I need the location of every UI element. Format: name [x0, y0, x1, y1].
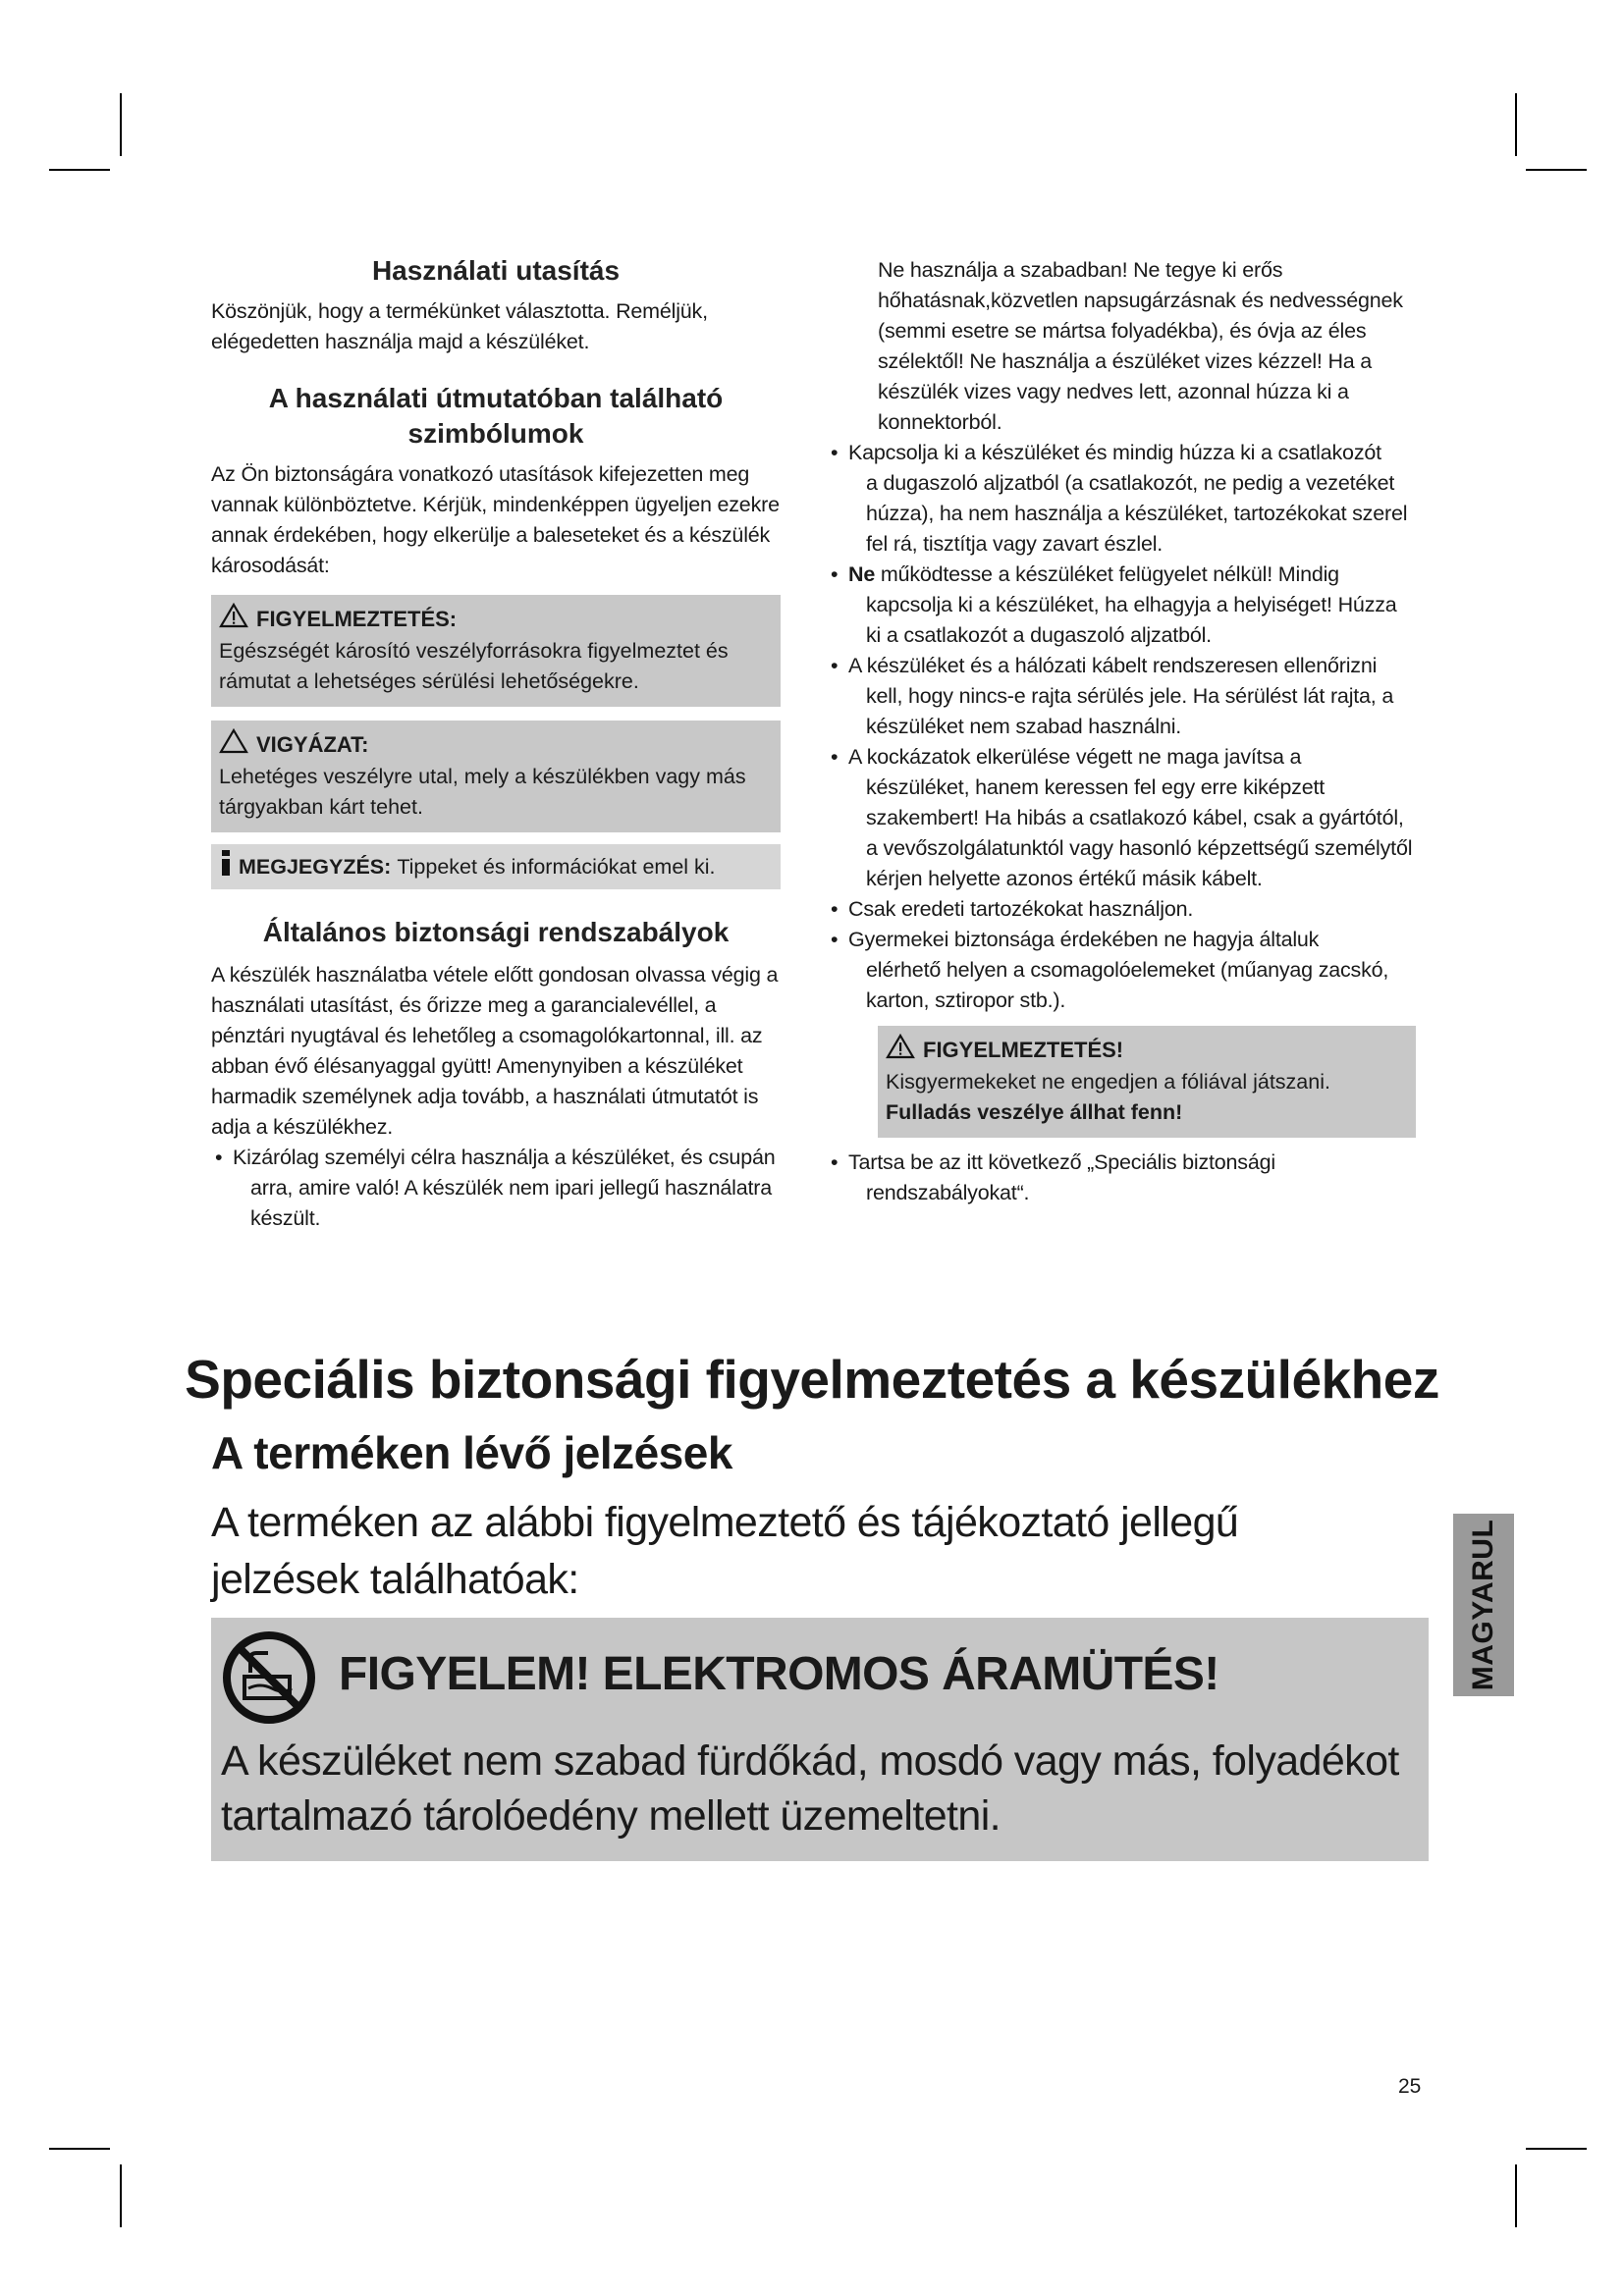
- general-text: A készülék használatba vétele előtt gondosan olvassa végig a használati utasítást, és őrizze meg a garancialevéllel, a pénztári nyugtával és lehetőleg a csomagolókartonnal, ill. az abban évő élésanyaggal gyütt! Amenynyiben a készüléket harmadik személynek adja tovább, a használati útmutatót is adja a készülékhez.: [211, 963, 779, 1139]
- right-bullet-list-2: [827, 1148, 1416, 1208]
- warning-box: [211, 595, 781, 707]
- crop-mark: [49, 169, 110, 171]
- list-item: • Kizárólag személyi célra használja a készüléket, és csupán arra, amire való! A készülék nem ipari jellegű használatra készült.: [211, 1143, 781, 1234]
- foil-warning-title: FIGYELMEZTETÉS!: [923, 1038, 1124, 1062]
- note-box: [211, 844, 781, 889]
- warning-title: FIGYELMEZTETÉS:: [256, 607, 458, 631]
- foil-warning-text: Kisgyermekeket ne engedjen a fóliával játszani.: [886, 1070, 1330, 1094]
- caution-text: Lehetéges veszélyre utal, mely a készülékben vagy más tárgyakban kárt tehet.: [219, 765, 746, 819]
- special-title: Speciális biztonsági figyelmeztetés a készülékhez: [185, 1349, 1439, 1410]
- crop-mark: [1526, 2148, 1587, 2150]
- crop-mark: [120, 2164, 122, 2227]
- crop-mark: [1515, 2164, 1517, 2227]
- caution-box: [211, 721, 781, 832]
- language-label: MAGYARUL: [1467, 1519, 1499, 1691]
- electric-shock-title: FIGYELEM! ELEKTROMOS ÁRAMÜTÉS!: [339, 1648, 1219, 1700]
- special-subtitle: A terméken lévő jelzések: [211, 1427, 732, 1478]
- continued-paragraph: Ne használja a szabadban! Ne tegye ki erős hőhatásnak,közvetlen napsugárzásnak és nedvességnek (semmi esetre se mártsa folyadékba), és óvja az éles szélektől! Ne használja a észüléket vizes kézzel! Ha a készülék vizes vagy nedves lett, azonnal húzza ki a konnektorból.: [878, 258, 1403, 434]
- special-intro: A terméken az alábbi figyelmeztető és tájékoztató jellegű jelzések találhatóak:: [211, 1499, 1239, 1603]
- warning-text: Egészségét károsító veszélyforrásokra figyelmeztet és rámutat a lehetséges sérülési lehetőségekre.: [219, 639, 729, 693]
- list-item: • A kockázatok elkerülése végett ne maga javítsa a készüléket, hanem keressen fel egy erre kiképzett szakembert! Ha hibás a csatlakozó kábel, csak a gyártótól, a vevőszolgálatunktól vagy hasonló képzettségű személytől kérjen helyette azonos értékű másik kábelt.: [827, 742, 1416, 894]
- caution-title: VIGYÁZAT:: [256, 732, 369, 757]
- right-bullet-list: [827, 438, 1416, 1016]
- crop-mark: [120, 93, 122, 156]
- page-number: 25: [1398, 2075, 1422, 2098]
- electric-shock-warning-box: [211, 1618, 1429, 1861]
- symbols-heading: A használati útmutatóban található szimbólumok: [268, 383, 724, 449]
- usage-title: Használati utasítás: [371, 255, 621, 286]
- symbols-text: Az Ön biztonságára vonatkozó utasítások kifejezetten meg vannak különböztetve. Kérjük, mindenképpen ügyeljen ezekre annak érdekében, hogy elkerülje a baleseteket és a készülék károsodását:: [211, 462, 780, 577]
- info-icon: [219, 850, 233, 883]
- note-title: MEGJEGYZÉS:: [239, 855, 392, 879]
- thanks-text: Köszönjük, hogy a termékünket választotta. Reméljük, elégedetten használja majd a készüléket.: [211, 299, 708, 353]
- general-heading: Általános biztonsági rendszabályok: [262, 917, 730, 947]
- list-item: • Ne működtesse a készüléket felügyelet nélkül! Mindig kapcsolja ki a készüléket, ha elhagyja a helyiséget! Húzza ki a csatlakozót a dugaszoló aljzatból.: [827, 560, 1416, 651]
- no-bathtub-icon: [221, 1629, 317, 1731]
- foil-warning-box: [878, 1026, 1416, 1138]
- list-item: • Gyermekei biztonsága érdekében ne hagyja általuk elérhető helyen a csomagolóelemeket (műanyag zacskó, karton, sztiropor stb.).: [827, 925, 1416, 1016]
- language-tab: [1453, 1514, 1514, 1696]
- warning-triangle-icon: [886, 1034, 915, 1067]
- warning-triangle-icon: [219, 603, 248, 636]
- crop-mark: [49, 2148, 110, 2150]
- left-column: [211, 253, 781, 1234]
- electric-shock-text: A készüléket nem szabad fürdőkád, mosdó vagy más, folyadékot tartalmazó tárolóedény mellett üzemeltetni.: [221, 1737, 1399, 1840]
- list-item: • Kapcsolja ki a készüléket és mindig húzza ki a csatlakozót a dugaszoló aljzatból (a csatlakozót, ne pedig a vezetéket húzza), ha nem használja a készüléket, tartozékokat szerel fel rá, tisztítja vagy zavart észlel.: [827, 438, 1416, 560]
- note-text: Tippeket és információkat emel ki.: [397, 855, 716, 879]
- caution-triangle-icon: [219, 728, 248, 762]
- foil-warning-bold: Fulladás veszélye állhat fenn!: [886, 1100, 1183, 1124]
- crop-mark: [1526, 169, 1587, 171]
- crop-mark: [1515, 93, 1517, 156]
- left-bullet-list: [211, 1143, 781, 1234]
- list-item: • A készüléket és a hálózati kábelt rendszeresen ellenőrizni kell, hogy nincs-e rajta sérülés jele. Ha sérülést lát rajta, a készüléket nem szabad használni.: [827, 651, 1416, 742]
- list-item: • Csak eredeti tartozékokat használjon.: [827, 894, 1416, 925]
- list-item: • Tartsa be az itt következő „Speciális biztonsági rendszabályokat“.: [827, 1148, 1416, 1208]
- right-column: [827, 255, 1416, 1208]
